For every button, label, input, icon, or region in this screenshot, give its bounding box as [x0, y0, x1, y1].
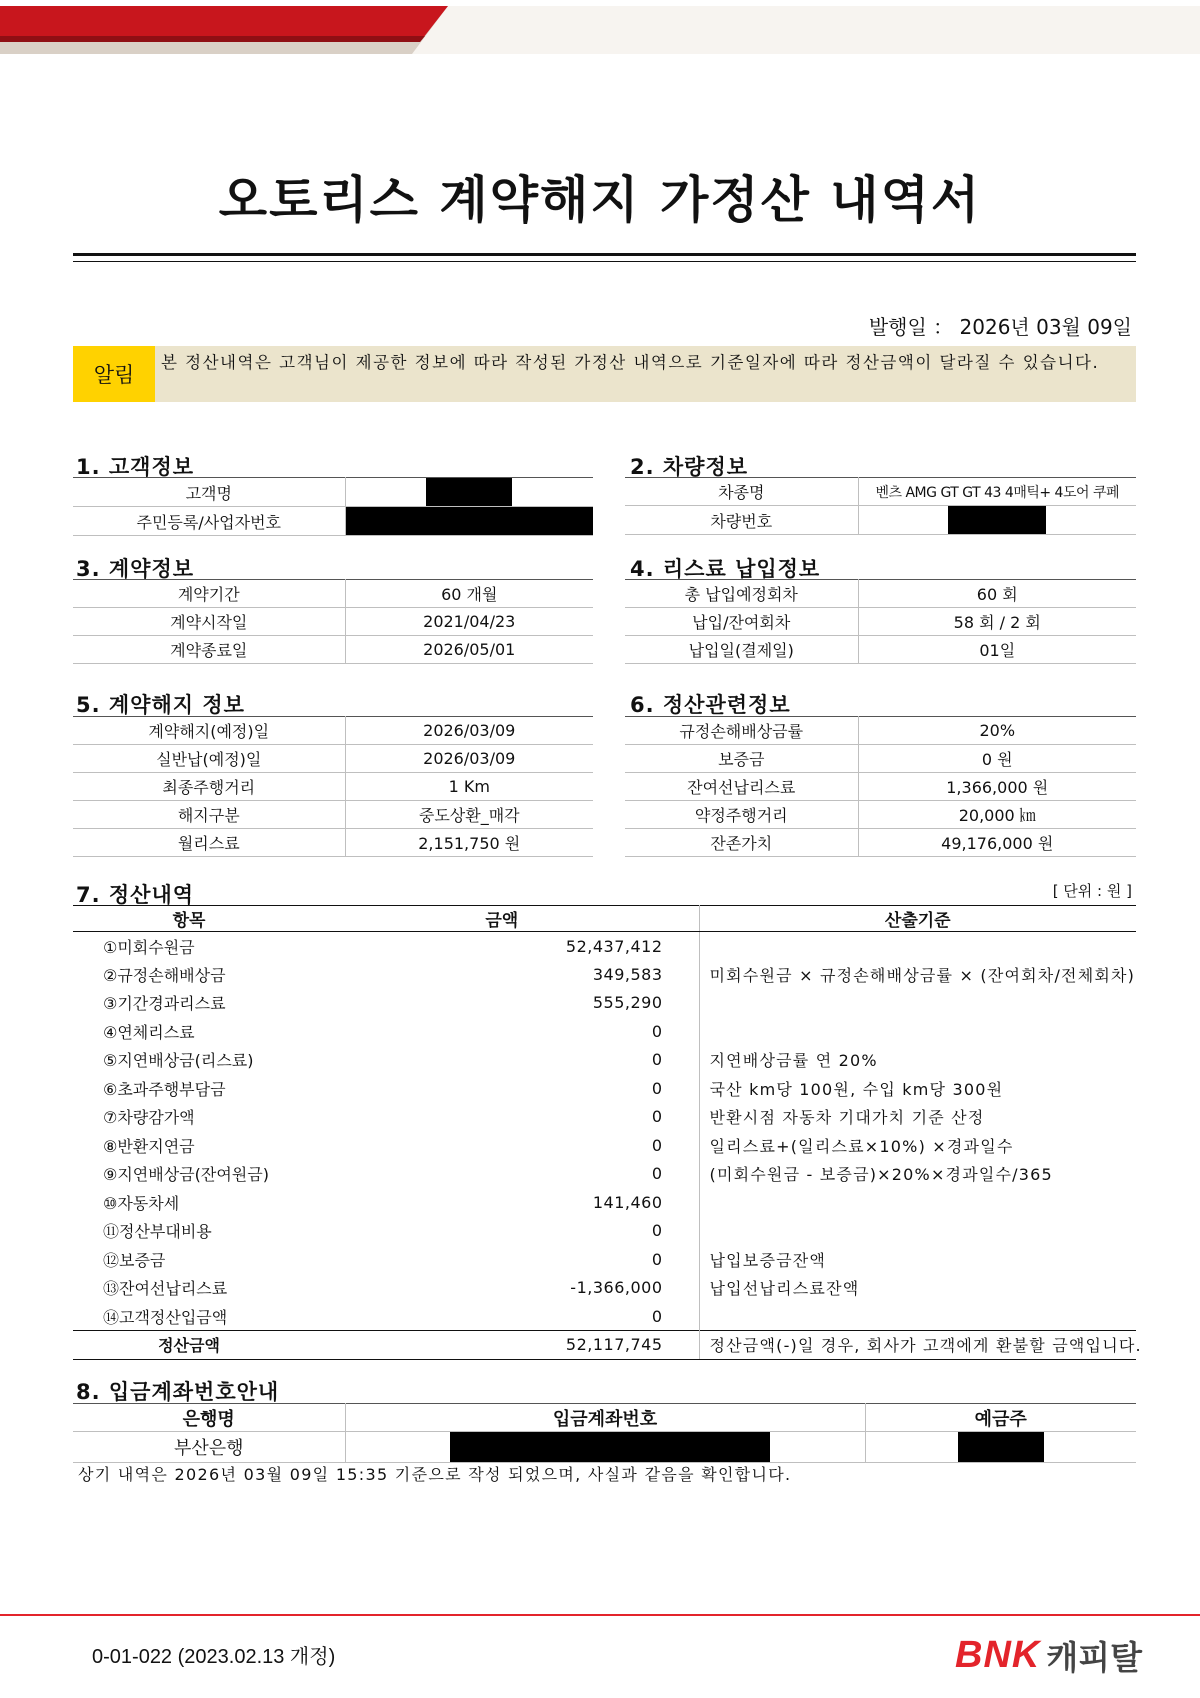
- calc-amount: 0: [305, 1160, 699, 1189]
- calc-item: ⑬잔여선납리스료: [103, 1279, 228, 1299]
- calc-item: ③기간경과리스료: [103, 994, 226, 1014]
- header-stripe: [0, 6, 1200, 54]
- table-row: [625, 829, 1136, 857]
- section-title-vehicle: 2. 차량정보: [630, 455, 749, 479]
- account-number-value: [345, 1432, 865, 1463]
- calc-item: ⑫보증금: [103, 1250, 166, 1270]
- calc-basis: [699, 932, 1136, 961]
- contract-end-label: 계약종료일: [73, 636, 345, 664]
- termination-date-label: 계약해지(예정)일: [73, 717, 345, 745]
- account-holder-value: [865, 1432, 1136, 1463]
- table-row: [73, 636, 593, 664]
- calc-item: ⑨지연배상금(잔여원금): [103, 1165, 269, 1185]
- section-title-payment: 4. 리스료 납입정보: [630, 557, 821, 581]
- calc-amount: 0: [305, 1046, 699, 1075]
- calc-row: [73, 1074, 1136, 1103]
- table-row: [625, 745, 1136, 773]
- footer-rule: [0, 1614, 1200, 1616]
- calc-amount: 0: [305, 1131, 699, 1160]
- bank-header-row: [73, 1404, 1136, 1432]
- section-title-contract: 3. 계약정보: [76, 557, 195, 581]
- calc-row: [73, 1245, 1136, 1274]
- calc-amount: 141,460: [305, 1188, 699, 1217]
- monthly-lease-label: 월리스료: [73, 829, 345, 857]
- section-title-termination: 5. 계약해지 정보: [76, 693, 245, 717]
- prepaid-remaining-value: 1,366,000 원: [858, 773, 1136, 801]
- vehicle-model-label: 차종명: [625, 478, 858, 506]
- table-row: [625, 478, 1136, 506]
- calc-item: ⑥초과주행부담금: [103, 1079, 226, 1099]
- table-row: [625, 717, 1136, 745]
- notice-text: 본 정산내역은 고객님이 제공한 정보에 따라 작성된 가정산 내역으로 기준일자에 따라 정산금액이 달라질 수 있습니다.: [161, 353, 1100, 372]
- calc-amount: 0: [305, 1017, 699, 1046]
- calc-row: [73, 1131, 1136, 1160]
- calc-amount: 0: [305, 1302, 699, 1331]
- calc-amount: 52,117,745: [305, 1331, 699, 1360]
- calc-row: [73, 1160, 1136, 1189]
- customer-id-value: [345, 507, 593, 536]
- calc-header-row: [73, 906, 1136, 932]
- calc-amount: 52,437,412: [305, 932, 699, 961]
- calc-row: [73, 1103, 1136, 1132]
- bank-name-value: 부산은행: [73, 1432, 345, 1463]
- residual-value-value: 49,176,000 원: [858, 829, 1136, 857]
- contract-mileage-value: 20,000 ㎞: [858, 801, 1136, 829]
- bank-table: [73, 1403, 1136, 1463]
- total-installments-value: 60 회: [858, 580, 1136, 608]
- redaction-block: [345, 507, 593, 535]
- customer-name-value: [345, 478, 593, 507]
- payment-day-value: 01일: [858, 636, 1136, 664]
- calc-item: ②규정손해배상금: [103, 965, 226, 985]
- calc-amount: 0: [305, 1217, 699, 1246]
- calc-basis: 국산 km당 100원, 수입 km당 300원: [709, 1079, 1004, 1099]
- prepaid-remaining-label: 잔여선납리스료: [625, 773, 858, 801]
- contract-period-value: 60 개월: [345, 580, 593, 608]
- penalty-rate-label: 규정손해배상금률: [625, 717, 858, 745]
- calc-item: ⑦차량감가액: [103, 1108, 195, 1128]
- section-title-calc: 7. 정산내역: [76, 883, 195, 907]
- calc-basis: [699, 1017, 1136, 1046]
- calc-basis: (미회수원금 - 보증금)×20%×경과일수/365: [709, 1165, 1053, 1185]
- section-title-settlement-info: 6. 정산관련정보: [630, 693, 791, 717]
- contract-start-label: 계약시작일: [73, 608, 345, 636]
- customer-table: [73, 477, 593, 536]
- calc-item: ⑪정산부대비용: [103, 1222, 212, 1242]
- table-row: [625, 506, 1136, 535]
- header-basis: 산출기준: [699, 906, 1136, 932]
- deposit-label: 보증금: [625, 745, 858, 773]
- calc-row: [73, 1017, 1136, 1046]
- confirmation-text: 상기 내역은 2026년 03월 09일 15:35 기준으로 작성 되었으며, 사실과 같음을 확인합니다.: [78, 1465, 792, 1484]
- unit-label: [ 단위 : 원 ]: [1052, 882, 1132, 900]
- title-rule-thick: [73, 253, 1136, 256]
- table-row: [73, 773, 593, 801]
- calc-item: ⑧반환지연금: [103, 1136, 195, 1156]
- calc-basis: [699, 1188, 1136, 1217]
- calc-basis: [699, 1302, 1136, 1331]
- contract-period-label: 계약기간: [73, 580, 345, 608]
- header-item: 항목: [73, 906, 305, 932]
- header-amount: 금액: [305, 906, 699, 932]
- deposit-value: 0 원: [858, 745, 1136, 773]
- customer-id-label: 주민등록/사업자번호: [73, 507, 345, 536]
- termination-type-value: 중도상환_매각: [345, 801, 593, 829]
- return-date-value: 2026/03/09: [345, 745, 593, 773]
- contract-end-value: 2026/05/01: [345, 636, 593, 664]
- table-row: [73, 829, 593, 857]
- logo-text: 캐피탈: [1046, 1637, 1142, 1677]
- customer-name-label: 고객명: [73, 478, 345, 507]
- calc-row: [73, 932, 1136, 961]
- calc-basis: 반환시점 자동차 기대가치 기준 산정: [709, 1108, 985, 1128]
- calc-amount: -1,366,000: [305, 1274, 699, 1303]
- calc-row: [73, 960, 1136, 989]
- table-row: [625, 801, 1136, 829]
- calc-item: ⑭고객정산입금액: [103, 1307, 228, 1327]
- final-mileage-label: 최종주행거리: [73, 773, 345, 801]
- paid-remaining-value: 58 회 / 2 회: [858, 608, 1136, 636]
- notice-label: 알림: [73, 346, 155, 402]
- vehicle-number-label: 차량번호: [625, 506, 858, 535]
- table-row: [73, 801, 593, 829]
- monthly-lease-value: 2,151,750 원: [345, 829, 593, 857]
- termination-type-label: 해지구분: [73, 801, 345, 829]
- calc-item: ①미회수원금: [103, 937, 195, 957]
- paid-remaining-label: 납입/잔여회차: [625, 608, 858, 636]
- calc-basis: 일리스료+(일리스료×10%) ×경과일수: [709, 1136, 1014, 1156]
- header-account: 입금계좌번호: [345, 1404, 865, 1432]
- redaction-block: [948, 506, 1046, 534]
- payment-day-label: 납입일(결제일): [625, 636, 858, 664]
- return-date-label: 실반납(예정)일: [73, 745, 345, 773]
- calc-item: ⑩자동차세: [103, 1193, 180, 1213]
- calc-row: [73, 1302, 1136, 1331]
- calc-row: [73, 1046, 1136, 1075]
- calc-amount: 0: [305, 1074, 699, 1103]
- logo-brand: BNK: [955, 1633, 1041, 1676]
- vehicle-number-value: [858, 506, 1136, 535]
- calc-amount: 0: [305, 1245, 699, 1274]
- termination-table: [73, 716, 593, 857]
- vehicle-table: [625, 477, 1136, 535]
- residual-value-label: 잔존가치: [625, 829, 858, 857]
- issue-date: 발행일 ： 2026년 03월 09일: [868, 315, 1132, 339]
- company-logo: [955, 1633, 1142, 1677]
- calc-basis: 납입보증금잔액: [709, 1250, 827, 1270]
- calc-row: [73, 1188, 1136, 1217]
- calc-basis: 정산금액(-)일 경우, 회사가 고객에게 환불할 금액입니다.: [699, 1331, 1136, 1360]
- page-title: 오토리스 계약해지 가정산 내역서: [218, 171, 982, 229]
- calc-item: ④연체리스료: [103, 1022, 195, 1042]
- vehicle-model-value: 벤츠 AMG GT GT 43 4매틱+ 4도어 쿠페: [858, 478, 1136, 506]
- contract-table: [73, 579, 593, 664]
- calc-basis: 지연배상금률 연 20%: [709, 1051, 878, 1071]
- calc-basis: 미회수원금 × 규정손해배상금률 × (잔여회차/전체회차): [709, 965, 1136, 985]
- penalty-rate-value: 20%: [858, 717, 1136, 745]
- final-mileage-value: 1 Km: [345, 773, 593, 801]
- redaction-block: [958, 1432, 1044, 1462]
- calc-row: [73, 1274, 1136, 1303]
- calc-item: ⑤지연배상금(리스료): [103, 1051, 254, 1071]
- section-title-bank: 8. 입금계좌번호안내: [76, 1380, 280, 1404]
- calc-table: [73, 905, 1142, 1360]
- calc-amount: 0: [305, 1103, 699, 1132]
- table-row: [73, 608, 593, 636]
- calc-item: 정산금액: [73, 1331, 305, 1360]
- section-title-customer: 1. 고객정보: [76, 455, 195, 479]
- table-row: [73, 580, 593, 608]
- calc-basis: [699, 1217, 1136, 1246]
- table-row: [73, 478, 593, 507]
- notice-box: [73, 346, 1136, 402]
- table-row: [73, 745, 593, 773]
- redaction-block: [450, 1432, 770, 1462]
- table-row: [625, 636, 1136, 664]
- header-holder: 예금주: [865, 1404, 1136, 1432]
- table-row: [73, 1432, 1136, 1463]
- termination-date-value: 2026/03/09: [345, 717, 593, 745]
- calc-basis: [699, 989, 1136, 1018]
- header-bank: 은행명: [73, 1404, 345, 1432]
- calc-amount: 349,583: [305, 960, 699, 989]
- table-row: [73, 507, 593, 536]
- redaction-block: [426, 478, 512, 506]
- calc-total-row: [73, 1331, 1136, 1360]
- calc-row: [73, 989, 1136, 1018]
- calc-amount: 555,290: [305, 989, 699, 1018]
- payment-table: [625, 579, 1136, 664]
- calc-basis: 납입선납리스료잔액: [709, 1279, 860, 1299]
- title-rule-thin: [73, 261, 1136, 262]
- form-code: 0-01-022 (2023.02.13 개정): [92, 1646, 336, 1668]
- contract-start-value: 2021/04/23: [345, 608, 593, 636]
- table-row: [625, 580, 1136, 608]
- contract-mileage-label: 약정주행거리: [625, 801, 858, 829]
- table-row: [625, 773, 1136, 801]
- total-installments-label: 총 납입예정회차: [625, 580, 858, 608]
- calc-row: [73, 1217, 1136, 1246]
- settlement-info-table: [625, 716, 1136, 857]
- table-row: [73, 717, 593, 745]
- table-row: [625, 608, 1136, 636]
